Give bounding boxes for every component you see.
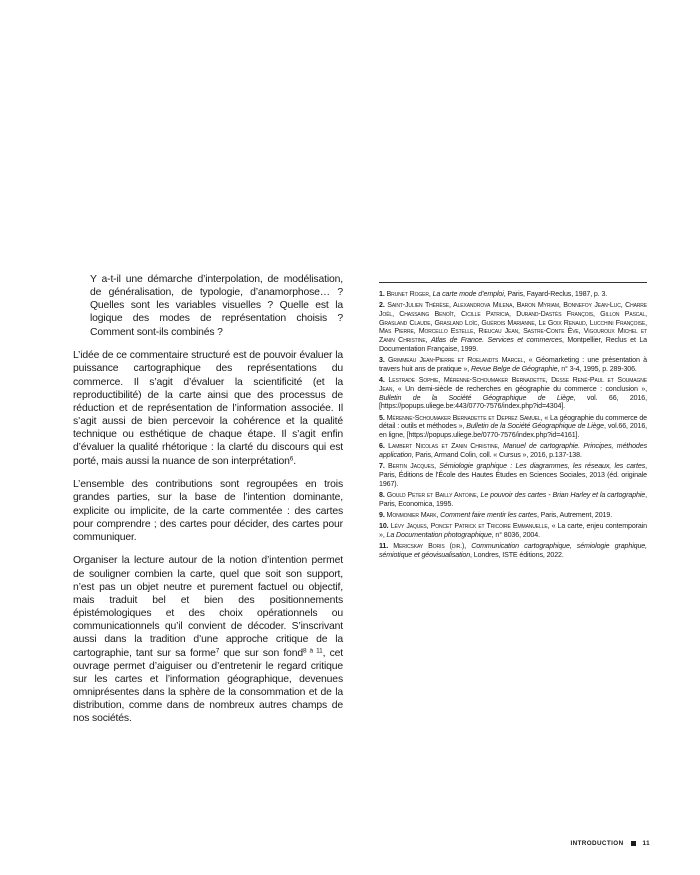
footnote-details: , Montpellier, Reclus et La Documentation Française, 1999. [379,336,647,353]
footnote-number: 11. [379,542,389,551]
footnote-title: La Documentation photographique [386,530,492,539]
note-reference[interactable]: 8 à 11 [302,647,323,655]
section-label: INTRODUCTION [570,840,624,847]
footnote-details: , Paris, Economica, 1995. [379,490,647,508]
footnote-details: , vol. 66, 2016, [https://popups.uliege.be:443/0770-7576/index.php?id=4304]. [379,393,647,411]
footnote-authors: Lévy Jaques, Poncet Patrick et Tricoire Emmanuelle, [390,522,550,531]
footnote-number: 10. [379,522,389,531]
footnote-number: 2. [379,301,385,310]
footnote-title: Atlas de France. Services et commerces [430,336,562,345]
note-reference[interactable]: 7 [215,647,220,655]
footnote-number: 7. [379,462,385,471]
footnote-details: , Londres, ISTE éditions, 2022. [470,550,564,559]
footnote [379,462,647,488]
footnote-authors: Lestrade Sophie, Mérenne-Schoumaker Bernadette, Desse René-Paul et Soumagne Jean, [379,376,647,393]
paragraph-text: Organiser la lecture autour de la notion d’intention permet de souligner combien la carte, quel que soit son support, n’est pas un objet neutre et purement factuel ou objectif, mais traduit bel et bien des positionnements épistémologiques et des choix opérationnels ou communicationnels qu’il convient de décoder. S’inscrivant aussi dans la tradition d’une approche critique de la cartographie, tant sur sa forme [73,555,343,659]
footnote-article: « Géomarketing : une présentation à travers huit ans de pratique », [379,356,647,373]
paragraph-text: que sur son fond [219,647,303,659]
footnote-article: « La géographie du commerce de détail : outils et méthodes », [379,413,647,431]
footnote-article: « Un demi-siècle de recherches en géographie du commerce : conclusion », [394,384,647,393]
page-number: 11 [642,840,650,847]
footnote-title: La carte mode d’emploi [432,290,504,298]
footnote-number: 6. [379,442,385,451]
footnote-title: Le pouvoir des cartes - Brian Harley et la cartographie [480,490,646,499]
footnotes-column [379,282,647,562]
footnote-authors: Lambert Nicolas et Zanin Christine, [388,442,500,451]
footnote-details: , Paris, Fayard-Reclus, 1987, p. 3. [503,290,608,298]
footnote-number: 3. [379,356,385,365]
footnote [379,290,647,299]
paragraph-text: , cet ouvrage permet d’aiguiser ou d’entretenir le regard critique sur les cartes et l’information géographique, devenues omniprésentes dans la sphère de la consommation et de la distribution, comme dans de nombreux autres champs de nos sociétés. [73,647,343,725]
footnote-title: Revue Belge de Géographie [470,364,558,373]
footnote [379,414,647,440]
footnote [379,542,647,559]
footnote-title: Communication cartographique, sémiologie graphique, sémiotique et géovisualisation [379,542,647,559]
footnote [379,522,647,539]
footnote-number: 4. [379,376,385,385]
page-footer [570,840,650,847]
footnote [379,356,647,373]
body-paragraph-2: L’ensemble des contributions sont regroupées en trois grandes parties, sur la base de l’intention dominante, explicite ou implicite, de la carte commentée : des cartes pour comprendre ; des cartes pour décider, des cartes pour communiquer. [73,479,343,543]
footnote-authors: Grimmeau Jean-Pierre et Roelandts Marcel, [388,356,526,365]
main-text-column [73,273,343,736]
footnote-authors: Monmonier Mark, [386,510,439,519]
footnote-details: , vol.66, 2016, en ligne, [https://popups.uliege.be/0770-7576/index.php?id=4161]. [379,422,647,439]
footnote-title: Manuel de cartographie. Principes, méthodes application [379,442,647,459]
footnote [379,491,647,508]
footnote-authors: Mérenne-Schoumaker Bernadette et Deprez Samuel, [386,413,543,422]
note-reference[interactable]: 6 [289,455,294,463]
footnote [379,442,647,459]
footnote-authors: Gould Peter et Bailly Antoine, [386,490,479,499]
footnote-title: Bulletin de la Société Géographique de Liège [379,393,574,402]
body-paragraph-3 [73,554,343,725]
footnote-number: 5. [379,413,385,422]
footnote-details: , Paris, Autrement, 2019. [536,510,613,519]
footnote-authors: Bertin Jacques, [388,462,436,471]
footnote-title: Comment faire mentir les cartes [440,510,537,519]
square-bullet-icon [631,841,636,846]
footnote-details: , Paris, Éditions de l’École des Hautes Études en Sciences Sociales, 2013 (éd. originale 1967). [379,462,647,488]
footnote-authors: Mericskay Boris (dir.), [393,542,467,551]
footnote [379,511,647,520]
footnote-details: , Paris, Armand Colin, coll. « Cursus », 2016, p.137-138. [411,450,582,459]
paragraph-text: L’idée de ce commentaire structuré est de pouvoir évaluer la puissance cartographique des représentations du commerce. Il s’agit d’évaluer la scientificité (et la reproductibilité) de la carte ainsi que des processus de réduction et de représentation de l’information associée. Il s’agit aussi de bien percevoir la cohérence et la qualité technique ou esthétique de chaque étape. Il s’agit enfin d’évaluer la qualité rhétorique : la clarté du discours qui est porté, mais aussi la nuance de son interprétation [73,350,343,467]
paragraph-end: . [293,455,296,467]
footnote-number: 1. [379,290,385,298]
footnote [379,376,647,411]
footnote-title: Sémiologie graphique : Les diagrammes, les réseaux, les cartes [439,462,646,471]
footnote-authors: Brunet Roger, [386,290,431,298]
question-paragraph: Y a-t-il une démarche d’interpolation, de modélisation, de généralisation, de typologie, d’anamorphose… ? Quelles sont les variables visuelles ? Quelle est la logique des modes de représentation choisis ? Comment sont-ils combinés ? [90,274,343,338]
body-paragraph-1 [73,349,343,467]
footnote-details: , n° 3-4, 1995, p. 289-306. [557,364,637,373]
footnote-number: 9. [379,510,385,519]
footnote-title: Bulletin de la Société Géographique de Liège [466,422,605,431]
footnote [379,301,647,353]
footnote-article: « La carte, enjeu contemporain », [379,522,647,539]
footnote-number: 8. [379,490,385,499]
footnote-details: , n° 8036, 2004. [491,530,540,539]
footnote-authors: Saint-Julien Thérèse, Alexandrova Milena, Baron Myriam, Bonnefoy Jean-Luc, Charre Joël, Chassaing Benoît, Cicille Patricia, Durand-Dastès François, Gillon Pascal, Grasland Claude, Grasland Loïc, Guérois Marianne, Le Goix Renaud, Lucchini Françoise, Mas Pierre, Morcello Estelle, Rieucau Jean, Sastre-Conte Ève, Vigouroux Michel et Zanin Christine, [379,301,647,345]
